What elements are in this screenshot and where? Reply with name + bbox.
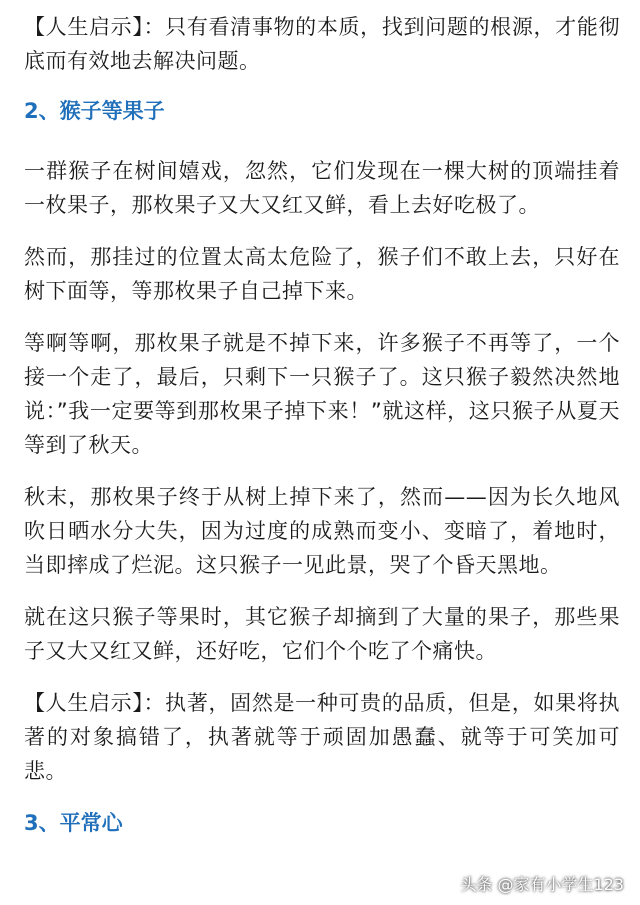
lesson-paragraph: 【人生启示】：只有看清事物的本质，找到问题的根源，才能彻底而有效地去解决问题。 bbox=[24, 15, 620, 73]
lesson-paragraph: 【人生启示】：执著，固然是一种可贵的品质，但是，如果将执著的对象搞错了，执著就等于顽固加愚蠢、就等于可笑加可悲。 bbox=[24, 691, 620, 783]
story-paragraph: 秋末，那枚果子终于从树上掉下来了，然而——因为长久地风吹日晒水分大失，因为过度的成熟而变小、变暗了，着地时，当即摔成了烂泥。这只猴子一见此景，哭了个昏天黑地。 bbox=[24, 485, 620, 577]
article-body bbox=[24, 10, 620, 866]
story-paragraph: 就在这只猴子等果时，其它猴子却摘到了大量的果子，那些果子又大又红又鲜，还好吃，它们个个吃了个痛快。 bbox=[24, 605, 620, 663]
story-paragraph: 一群猴子在树间嬉戏，忽然，它们发现在一棵大树的顶端挂着一枚果子，那枚果子又大又红又鲜，看上去好吃极了。 bbox=[24, 159, 620, 217]
story-paragraph: 然而，那挂过的位置太高太危险了，猴子们不敢上去，只好在树下面等，等那枚果子自己掉下来。 bbox=[24, 245, 620, 303]
section-heading: 2、猴子等果子 bbox=[24, 99, 165, 123]
section-heading: 3、平常心 bbox=[24, 811, 123, 835]
watermark: 头条 @家有小学生123 bbox=[460, 875, 624, 894]
story-paragraph: 等啊等啊，那枚果子就是不掉下来，许多猴子不再等了，一个接一个走了，最后，只剩下一只猴子了。这只猴子毅然决然地说：”我一定要等到那枚果子掉下来！”就这样，这只猴子从夏天等到了秋天。 bbox=[24, 331, 620, 457]
